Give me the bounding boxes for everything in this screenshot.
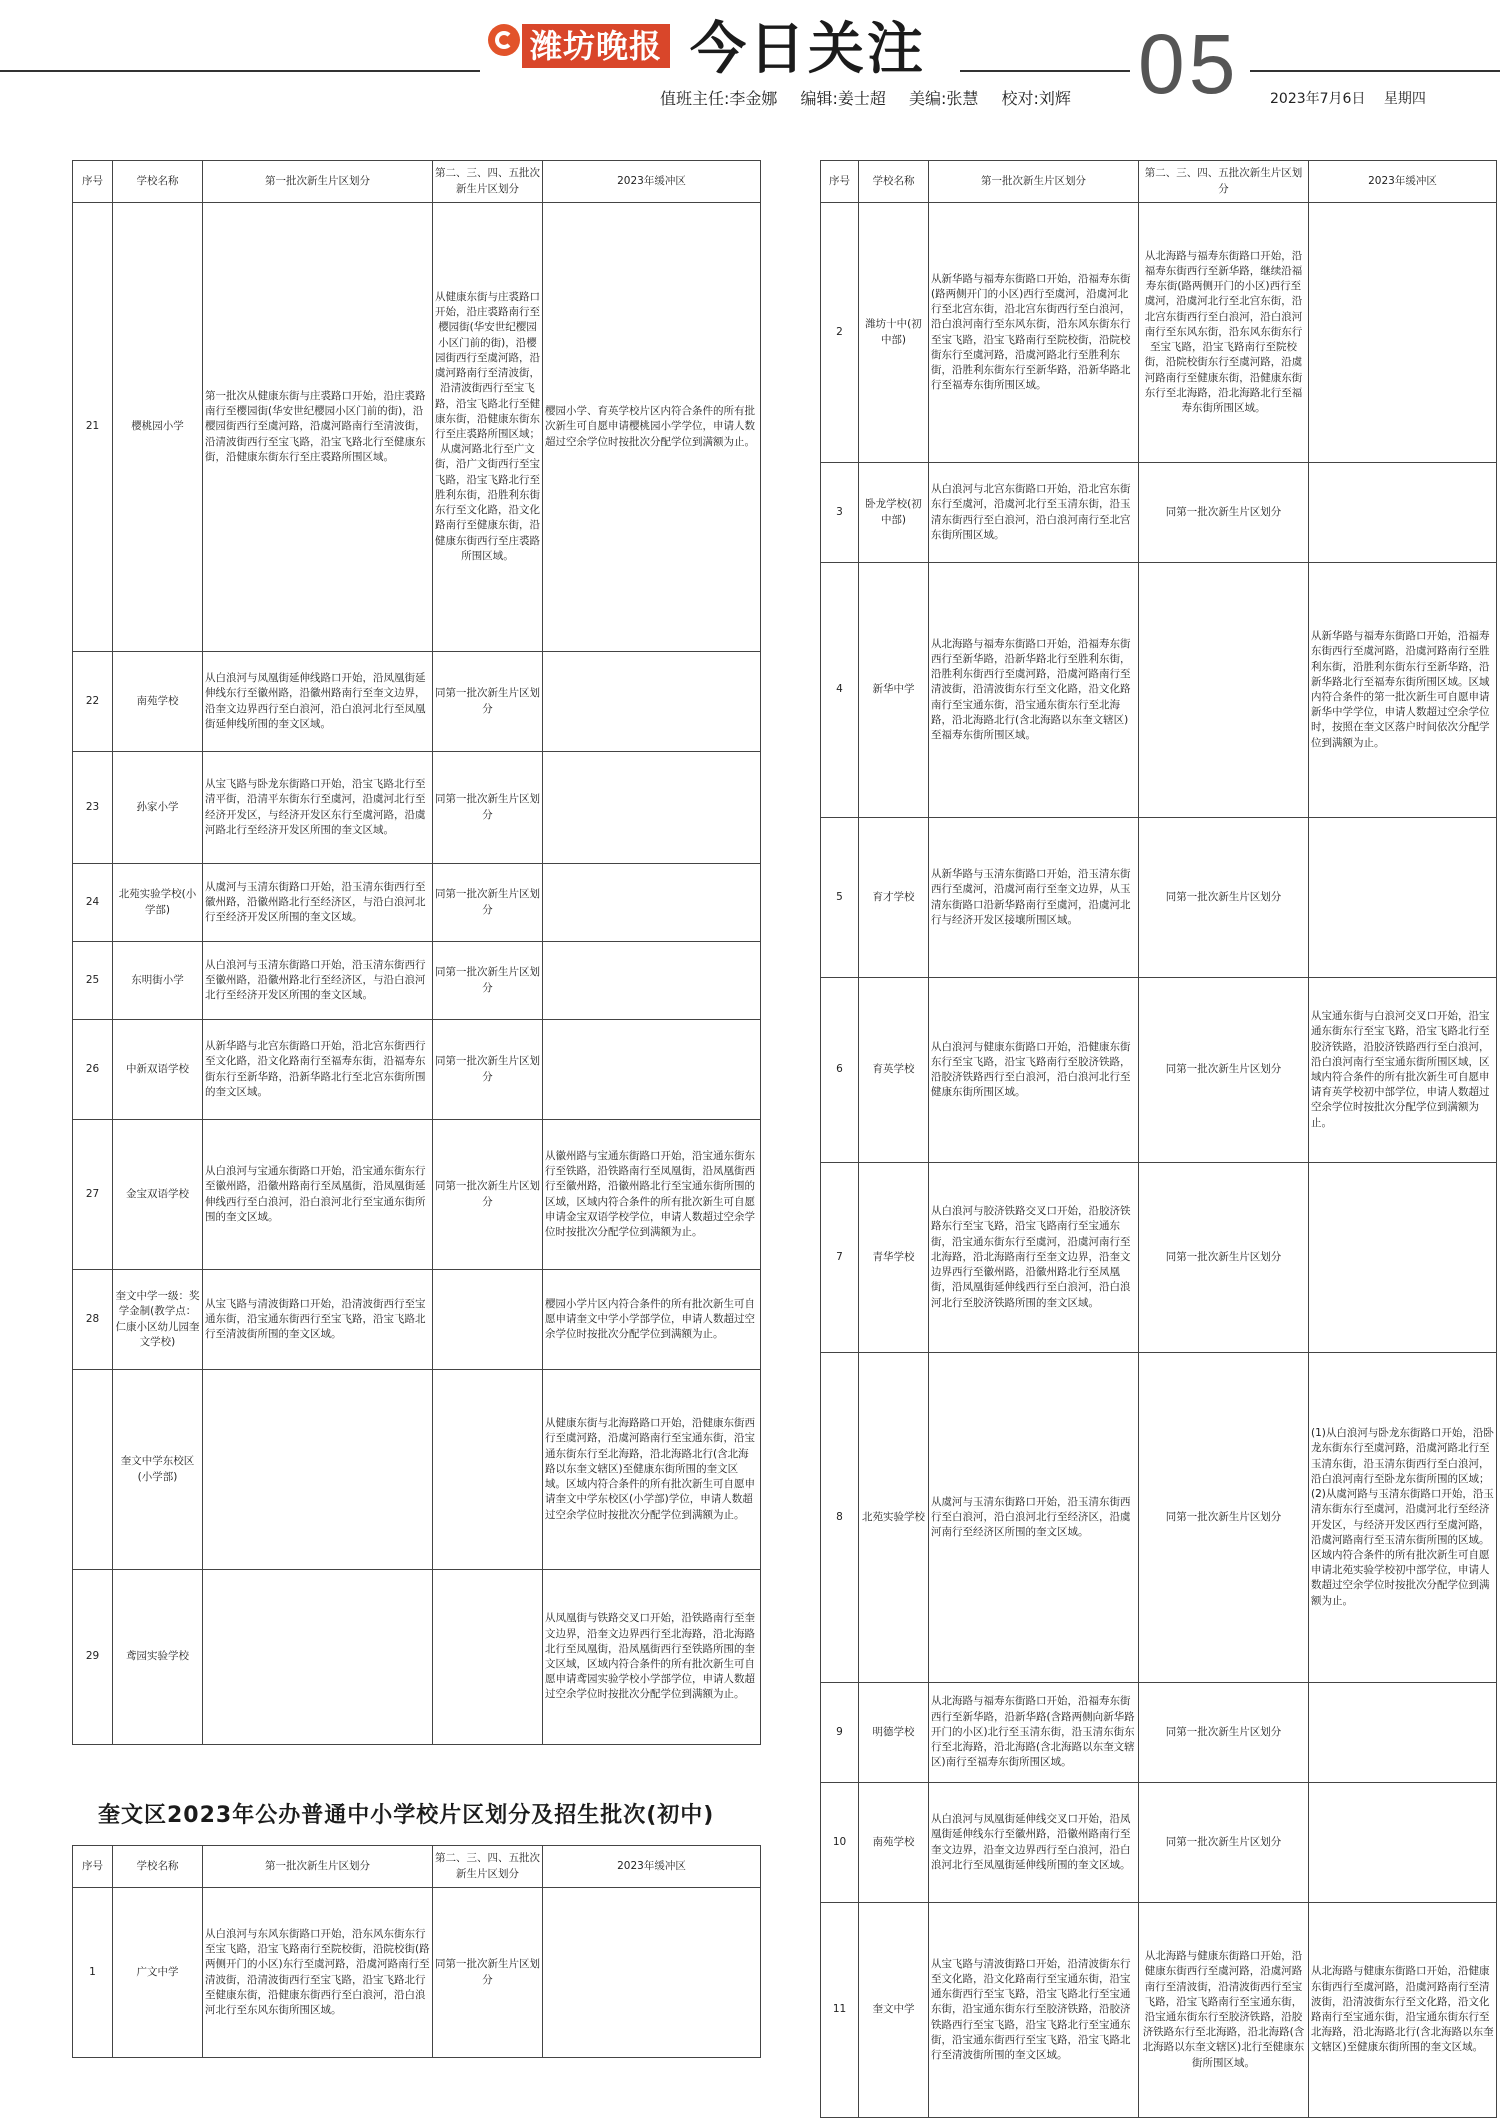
cell-buffer: 从健康东街与北海路路口开始，沿健康东街西行至虞河路，沿虞河路南行至宝通东街，沿宝通东街东行至北海路，沿北海路北行(含北海路以东奎文辖区)至健康东街所围的奎文区域。区域内符合条件的所有批次新生可自愿申请奎文中学东校区(小学部)学位，申请人数超过空余学位时按批次分配学位到满额为止。 <box>543 1370 761 1570</box>
cell-others: 同第一批次新生片区划分 <box>1139 978 1309 1163</box>
page-header <box>0 0 1500 115</box>
table-row <box>73 942 761 1020</box>
table-row <box>821 1683 1497 1783</box>
table-row <box>73 1888 761 2058</box>
cell-name: 东明街小学 <box>113 942 203 1020</box>
cell-no: 23 <box>73 752 113 864</box>
table-row <box>73 1570 761 1745</box>
cell-first: 从白浪河与凤凰街延伸线交叉口开始，沿凤凰街延伸线东行至徽州路，沿徽州路南行至奎文边界，沿奎文边界西行至白浪河，沿白浪河北行至凤凰街延伸线所围的奎文区域。 <box>929 1783 1139 1903</box>
cell-buffer <box>543 752 761 864</box>
cell-first: 从宝飞路与清波街路口开始，沿清波街东行至文化路，沿文化路南行至宝通东街，沿宝通东街西行至宝飞路，沿宝飞路北行至宝通东街，沿宝通东街东行至胶济铁路，沿胶济铁路西行至宝飞路，沿宝飞路北行至宝通东街，沿宝通东街西行至宝飞路，沿宝飞路北行至清波街所围的奎文区域。 <box>929 1903 1139 2118</box>
cell-first: 从白浪河与玉清东街路口开始，沿玉清东街西行至徽州路，沿徽州路北行至经济区，与沿白浪河北行至经济开发区所围的奎文区域。 <box>203 942 433 1020</box>
table-row <box>821 1903 1497 2118</box>
date-text: 2023年7月6日 <box>1270 91 1366 107</box>
credit-duty-chief: 值班主任:李金娜 <box>660 89 778 108</box>
cell-name: 北苑实验学校(小学部) <box>113 864 203 942</box>
cell-buffer: 从宝通东街与白浪河交叉口开始，沿宝通东街东行至宝飞路，沿宝飞路北行至胶济铁路，沿胶济铁路西行至白浪河，沿白浪河南行至宝通东街所围区域，区域内符合条件的所有批次新生可自愿申请育英学校初中部学位，申请人数超过空余学位时按批次分配学位到满额为止。 <box>1309 978 1497 1163</box>
cell-buffer <box>1309 818 1497 978</box>
cell-no: 7 <box>821 1163 859 1353</box>
cell-others <box>433 1270 543 1370</box>
cell-name: 广文中学 <box>113 1888 203 2058</box>
page-number: 05 <box>1138 17 1240 111</box>
cell-no: 1 <box>73 1888 113 2058</box>
cell-first: 从北海路与福寿东街路口开始，沿福寿东街西行至新华路，沿新华路(含路两侧向新华路开门的小区)北行至玉清东街，沿玉清东街东行至北海路，沿北海路(含北海路以东奎文辖区)南行至福寿东街所围区域。 <box>929 1683 1139 1783</box>
table-row <box>73 1370 761 1570</box>
cell-no: 21 <box>73 203 113 652</box>
cell-name: 明德学校 <box>859 1683 929 1783</box>
cell-others: 同第一批次新生片区划分 <box>1139 463 1309 563</box>
cell-name: 鸢园实验学校 <box>113 1570 203 1745</box>
table-row <box>73 864 761 942</box>
cell-others: 同第一批次新生片区划分 <box>1139 1683 1309 1783</box>
cell-first: 从虞河与玉清东街路口开始，沿玉清东街西行至徽州路，沿徽州路北行至经济区，与沿白浪河北行至经济开发区所围的奎文区域。 <box>203 864 433 942</box>
cell-first: 从新华路与福寿东街路口开始，沿福寿东街(路两侧开门的小区)西行至虞河，沿虞河北行至北宫东街，沿北宫东街西行至白浪河，沿白浪河南行至东风东街，沿东风东街东行至宝飞路，沿宝飞路南行至院校街，沿院校街东行至虞河路，沿虞河路北行至胜利东街，沿胜利东街东行至新华路，沿新华路北行至福寿东街所围区域。 <box>929 203 1139 463</box>
cell-no: 5 <box>821 818 859 978</box>
table-row <box>821 463 1497 563</box>
table-row <box>821 1353 1497 1683</box>
cell-others: 同第一批次新生片区划分 <box>1139 1353 1309 1683</box>
newspaper-logo-icon <box>488 24 520 56</box>
header-rule-middle <box>960 70 1130 72</box>
cell-first: 从新华路与北宫东街路口开始，沿北宫东街西行至文化路，沿文化路南行至福寿东街，沿福寿东街东行至新华路，沿新华路北行至北宫东街所围的奎文区域。 <box>203 1020 433 1120</box>
junior-right-table-body <box>821 203 1497 2118</box>
cell-others: 同第一批次新生片区划分 <box>1139 1163 1309 1353</box>
cell-others <box>433 1570 543 1745</box>
cell-buffer <box>543 942 761 1020</box>
header-rule-left <box>0 70 480 72</box>
cell-no: 29 <box>73 1570 113 1745</box>
table-row <box>821 563 1497 818</box>
junior-school-table-right <box>820 160 1497 2118</box>
primary-school-table <box>72 160 761 1745</box>
primary-table-body <box>73 203 761 1745</box>
cell-name: 南苑学校 <box>113 652 203 752</box>
junior-school-table-left <box>72 1845 761 2058</box>
cell-buffer: 从新华路与福寿东街路口开始，沿福寿东街西行至虞河路，沿虞河路南行至胜利东街，沿胜利东街东行至新华路，沿新华路北行至福寿东街所围区域。区域内符合条件的第一批次新生可自愿申请新华中学学位，申请人数超过空余学位时，按照在奎文区落户时间依次分配学位到满额为止。 <box>1309 563 1497 818</box>
col-header-no: 序号 <box>821 161 859 203</box>
cell-name: 奎文中学 <box>859 1903 929 2118</box>
cell-name: 卧龙学校(初中部) <box>859 463 929 563</box>
section-title: 今日关注 <box>690 16 926 82</box>
junior-section-title: 奎文区2023年公办普通中小学校片区划分及招生批次(初中) <box>98 1803 715 1828</box>
cell-others: 从北海路与健康东街路口开始，沿健康东街西行至虞河路，沿虞河路南行至清波街，沿清波街西行至宝飞路，沿宝飞路南行至宝通东街，沿宝通东街东行至胶济铁路，沿胶济铁路东行至北海路，沿北海路(含北海路以东奎文辖区)北行至健康东街所围区域。 <box>1139 1903 1309 2118</box>
cell-others <box>1139 563 1309 818</box>
cell-others: 同第一批次新生片区划分 <box>433 1888 543 2058</box>
cell-name: 樱桃园小学 <box>113 203 203 652</box>
cell-no: 28 <box>73 1270 113 1370</box>
cell-first: 从白浪河与北宫东街路口开始，沿北宫东街东行至虞河，沿虞河北行至玉清东街，沿玉清东街西行至白浪河，沿白浪河南行至北宫东街所围区域。 <box>929 463 1139 563</box>
cell-no: 8 <box>821 1353 859 1683</box>
credit-proofreader: 校对:刘辉 <box>1001 89 1071 108</box>
cell-others: 同第一批次新生片区划分 <box>433 652 543 752</box>
cell-name: 金宝双语学校 <box>113 1120 203 1270</box>
cell-buffer <box>543 1020 761 1120</box>
cell-first: 从宝飞路与卧龙东街路口开始，沿宝飞路北行至清平街，沿清平东街东行至虞河，沿虞河北行至经济开发区，与经济开发区东行至虞河路，沿虞河路北行至经济开发区所围的奎文区域。 <box>203 752 433 864</box>
cell-no: 6 <box>821 978 859 1163</box>
cell-buffer: 从北海路与健康东街路口开始，沿健康东街西行至虞河路，沿虞河路南行至清波街，沿清波街东行至文化路，沿文化路南行至宝通东街，沿宝通东街东行至北海路，沿北海路北行(含北海路以东奎文辖区)至健康东街所围的奎文区域。 <box>1309 1903 1497 2118</box>
cell-name: 育英学校 <box>859 978 929 1163</box>
cell-buffer <box>543 864 761 942</box>
cell-first: 从白浪河与宝通东街路口开始，沿宝通东街东行至徽州路，沿徽州路南行至凤凰街，沿凤凰街延伸线西行至白浪河，沿白浪河北行至宝通东街所围的奎文区域。 <box>203 1120 433 1270</box>
cell-name: 青华学校 <box>859 1163 929 1353</box>
table-row <box>73 752 761 864</box>
cell-first: 第一批次从健康东街与庄裘路口开始，沿庄裘路南行至樱园街(华安世纪樱园小区门前的街)，沿樱园街西行至虞河路，沿虞河路南行至清波街，沿清波街西行至宝飞路，沿宝飞路北行至健康东街，沿健康东街东行至庄裘路所围区域。 <box>203 203 433 652</box>
cell-others: 同第一批次新生片区划分 <box>433 1120 543 1270</box>
cell-no: 9 <box>821 1683 859 1783</box>
table-row <box>73 652 761 752</box>
cell-no: 22 <box>73 652 113 752</box>
cell-others: 从健康东街与庄裘路口开始，沿庄裘路南行至樱园街(华安世纪樱园小区门前的街)，沿樱园街西行至虞河路，沿虞河路南行至清波街，沿清波街西行至宝飞路，沿宝飞路北行至健康东街，沿健康东街东行至庄裘路所围区域；从虞河路北行至广文街，沿广文街西行至宝飞路，沿宝飞路北行至胜利东街，沿胜利东街东行至文化路，沿文化路南行至健康东街，沿健康东街西行至庄裘路所围区域。 <box>433 203 543 652</box>
cell-first: 从白浪河与胶济铁路交叉口开始，沿胶济铁路东行至宝飞路，沿宝飞路南行至宝通东街，沿宝通东街东行至虞河，沿虞河南行至北海路，沿北海路南行至奎文边界，沿奎文边界西行至徽州路，沿徽州路北行至凤凰街，沿凤凰街延伸线西行至白浪河，沿白浪河北行至胶济铁路所围的奎文区域。 <box>929 1163 1139 1353</box>
col-header-buffer: 2023年缓冲区 <box>543 161 761 203</box>
cell-others: 同第一批次新生片区划分 <box>433 752 543 864</box>
col-header-no: 序号 <box>73 1846 113 1888</box>
cell-no: 2 <box>821 203 859 463</box>
cell-name: 奎文中学一级：奖学金制(教学点：仁康小区幼儿园奎文学校) <box>113 1270 203 1370</box>
table-row <box>821 1783 1497 1903</box>
col-header-first-batch: 第一批次新生片区划分 <box>929 161 1139 203</box>
table-row <box>73 1020 761 1120</box>
cell-first: 从白浪河与凤凰街延伸线路口开始，沿凤凰街延伸线东行至徽州路，沿徽州路南行至奎文边界，沿奎文边界西行至白浪河，沿白浪河北行至凤凰街延伸线所围的奎文区域。 <box>203 652 433 752</box>
weekday-text: 星期四 <box>1383 91 1426 107</box>
cell-first: 从白浪河与健康东街路口开始，沿健康东街东行至宝飞路，沿宝飞路南行至胶济铁路，沿胶济铁路西行至白浪河，沿白浪河北行至健康东街所围区域。 <box>929 978 1139 1163</box>
newspaper-logo: 潍坊晚报 <box>522 24 670 68</box>
table-header-row <box>73 1846 761 1888</box>
cell-buffer <box>543 652 761 752</box>
table-row <box>821 1163 1497 1353</box>
cell-others <box>433 1370 543 1570</box>
cell-first: 从宝飞路与清波街路口开始，沿清波街西行至宝通东街，沿宝通东街西行至宝飞路，沿宝飞路北行至清波街所围的奎文区域。 <box>203 1270 433 1370</box>
cell-no: 11 <box>821 1903 859 2118</box>
cell-buffer: (1)从白浪河与卧龙东街路口开始，沿卧龙东街东行至虞河路，沿虞河路北行至玉清东街，沿玉清东街西行至白浪河，沿白浪河南行至卧龙东街所围的区域；(2)从虞河路与玉清东街路口开始，沿玉清东街东行至虞河，沿虞河北行至经济开发区，与经济开发区西行至虞河路，沿虞河路南行至玉清东街所围的区域。区域内符合条件的所有批次新生可自愿申请北苑实验学校初中部学位，申请人数超过空余学位时按批次分配学位到满额为止。 <box>1309 1353 1497 1683</box>
table-row <box>73 1120 761 1270</box>
publication-date <box>1270 88 1440 108</box>
cell-first <box>203 1370 433 1570</box>
cell-others: 从北海路与福寿东街路口开始，沿福寿东街西行至新华路，继续沿福寿东街(路两侧开门的小区)西行至虞河，沿虞河北行至北宫东街，沿北宫东街西行至白浪河，沿白浪河南行至东风东街，沿东风东街东行至宝飞路，沿宝飞路南行至院校街，沿院校街东行至虞河路，沿虞河路南行至健康东街，沿健康东街东行至北海路，沿北海路北行至福寿东街所围区域。 <box>1139 203 1309 463</box>
table-row <box>821 978 1497 1163</box>
cell-no: 25 <box>73 942 113 1020</box>
col-header-school: 学校名称 <box>113 161 203 203</box>
cell-name: 中新双语学校 <box>113 1020 203 1120</box>
col-header-first-batch: 第一批次新生片区划分 <box>203 161 433 203</box>
col-header-buffer: 2023年缓冲区 <box>543 1846 761 1888</box>
cell-buffer <box>1309 1683 1497 1783</box>
cell-first: 从新华路与玉清东街路口开始，沿玉清东街西行至虞河，沿虞河南行至奎文边界，从玉清东街路口沿新华路南行至虞河，沿虞河北行与经济开发区接壤所围区域。 <box>929 818 1139 978</box>
cell-buffer <box>1309 463 1497 563</box>
cell-others: 同第一批次新生片区划分 <box>433 864 543 942</box>
cell-buffer: 从徽州路与宝通东街路口开始，沿宝通东街东行至铁路，沿铁路南行至凤凰街，沿凤凰街西行至徽州路，沿徽州路北行至宝通东街所围的区域，区域内符合条件的所有批次新生可自愿申请金宝双语学校学位，申请人数超过空余学位时按批次分配学位到满额为止。 <box>543 1120 761 1270</box>
col-header-school: 学校名称 <box>113 1846 203 1888</box>
cell-no <box>73 1370 113 1570</box>
cell-buffer <box>543 1888 761 2058</box>
cell-others: 同第一批次新生片区划分 <box>433 942 543 1020</box>
cell-name: 孙家小学 <box>113 752 203 864</box>
cell-name: 奎文中学东校区(小学部) <box>113 1370 203 1570</box>
credit-editor: 编辑:姜士超 <box>800 89 886 108</box>
cell-name: 新华中学 <box>859 563 929 818</box>
cell-others: 同第一批次新生片区划分 <box>433 1020 543 1120</box>
cell-first: 从北海路与福寿东街路口开始，沿福寿东街西行至新华路，沿新华路北行至胜利东街，沿胜利东街西行至虞河路，沿虞河路南行至清波街，沿清波街东行至文化路，沿文化路南行至宝通东街，沿宝通东街东行至北海路，沿北海路北行(含北海路以东奎文辖区)至福寿东街所围区域。 <box>929 563 1139 818</box>
cell-first: 从虞河与玉清东街路口开始，沿玉清东街西行至白浪河，沿白浪河北行至经济区，沿虞河南行至经济区所围的奎文区域。 <box>929 1353 1139 1683</box>
table-header-row <box>821 161 1497 203</box>
cell-no: 3 <box>821 463 859 563</box>
table-row <box>821 203 1497 463</box>
credit-art-editor: 美编:张慧 <box>909 89 979 108</box>
cell-buffer: 从凤凰街与铁路交叉口开始，沿铁路南行至奎文边界，沿奎文边界西行至北海路，沿北海路北行至凤凰街，沿凤凰街西行至铁路所围的奎文区域，区域内符合条件的所有批次新生可自愿申请鸢园实验学校小学部学位，申请人数超过空余学位时按批次分配学位到满额为止。 <box>543 1570 761 1745</box>
col-header-first-batch: 第一批次新生片区划分 <box>203 1846 433 1888</box>
header-rule-right <box>1250 70 1500 72</box>
editor-credits <box>660 86 1089 109</box>
col-header-school: 学校名称 <box>859 161 929 203</box>
cell-others: 同第一批次新生片区划分 <box>1139 1783 1309 1903</box>
cell-first <box>203 1570 433 1745</box>
cell-name: 潍坊十中(初中部) <box>859 203 929 463</box>
cell-buffer <box>1309 1163 1497 1353</box>
cell-name: 北苑实验学校 <box>859 1353 929 1683</box>
table-row <box>821 818 1497 978</box>
cell-name: 南苑学校 <box>859 1783 929 1903</box>
cell-no: 4 <box>821 563 859 818</box>
cell-buffer <box>1309 203 1497 463</box>
col-header-buffer: 2023年缓冲区 <box>1309 161 1497 203</box>
cell-no: 26 <box>73 1020 113 1120</box>
col-header-other-batches: 第二、三、四、五批次新生片区划分 <box>433 161 543 203</box>
junior-left-table-body <box>73 1888 761 2058</box>
col-header-no: 序号 <box>73 161 113 203</box>
table-header-row <box>73 161 761 203</box>
cell-name: 育才学校 <box>859 818 929 978</box>
cell-others: 同第一批次新生片区划分 <box>1139 818 1309 978</box>
table-row <box>73 203 761 652</box>
col-header-other-batches: 第二、三、四、五批次新生片区划分 <box>433 1846 543 1888</box>
cell-no: 27 <box>73 1120 113 1270</box>
cell-no: 24 <box>73 864 113 942</box>
cell-buffer <box>1309 1783 1497 1903</box>
cell-no: 10 <box>821 1783 859 1903</box>
cell-buffer: 樱园小学片区内符合条件的所有批次新生可自愿申请奎文中学小学部学位，申请人数超过空余学位时按批次分配学位到满额为止。 <box>543 1270 761 1370</box>
cell-buffer: 樱园小学、育英学校片区内符合条件的所有批次新生可自愿申请樱桃园小学学位，申请人数超过空余学位时按批次分配学位到满额为止。 <box>543 203 761 652</box>
table-row <box>73 1270 761 1370</box>
cell-first: 从白浪河与东风东街路口开始，沿东风东街东行至宝飞路，沿宝飞路南行至院校街，沿院校街(路两侧开门的小区)东行至虞河路，沿虞河路南行至清波街，沿清波街西行至宝飞路，沿宝飞路北行至健康东街，沿健康东街西行至白浪河，沿白浪河北行至东风东街所围区域。 <box>203 1888 433 2058</box>
col-header-other-batches: 第二、三、四、五批次新生片区划分 <box>1139 161 1309 203</box>
